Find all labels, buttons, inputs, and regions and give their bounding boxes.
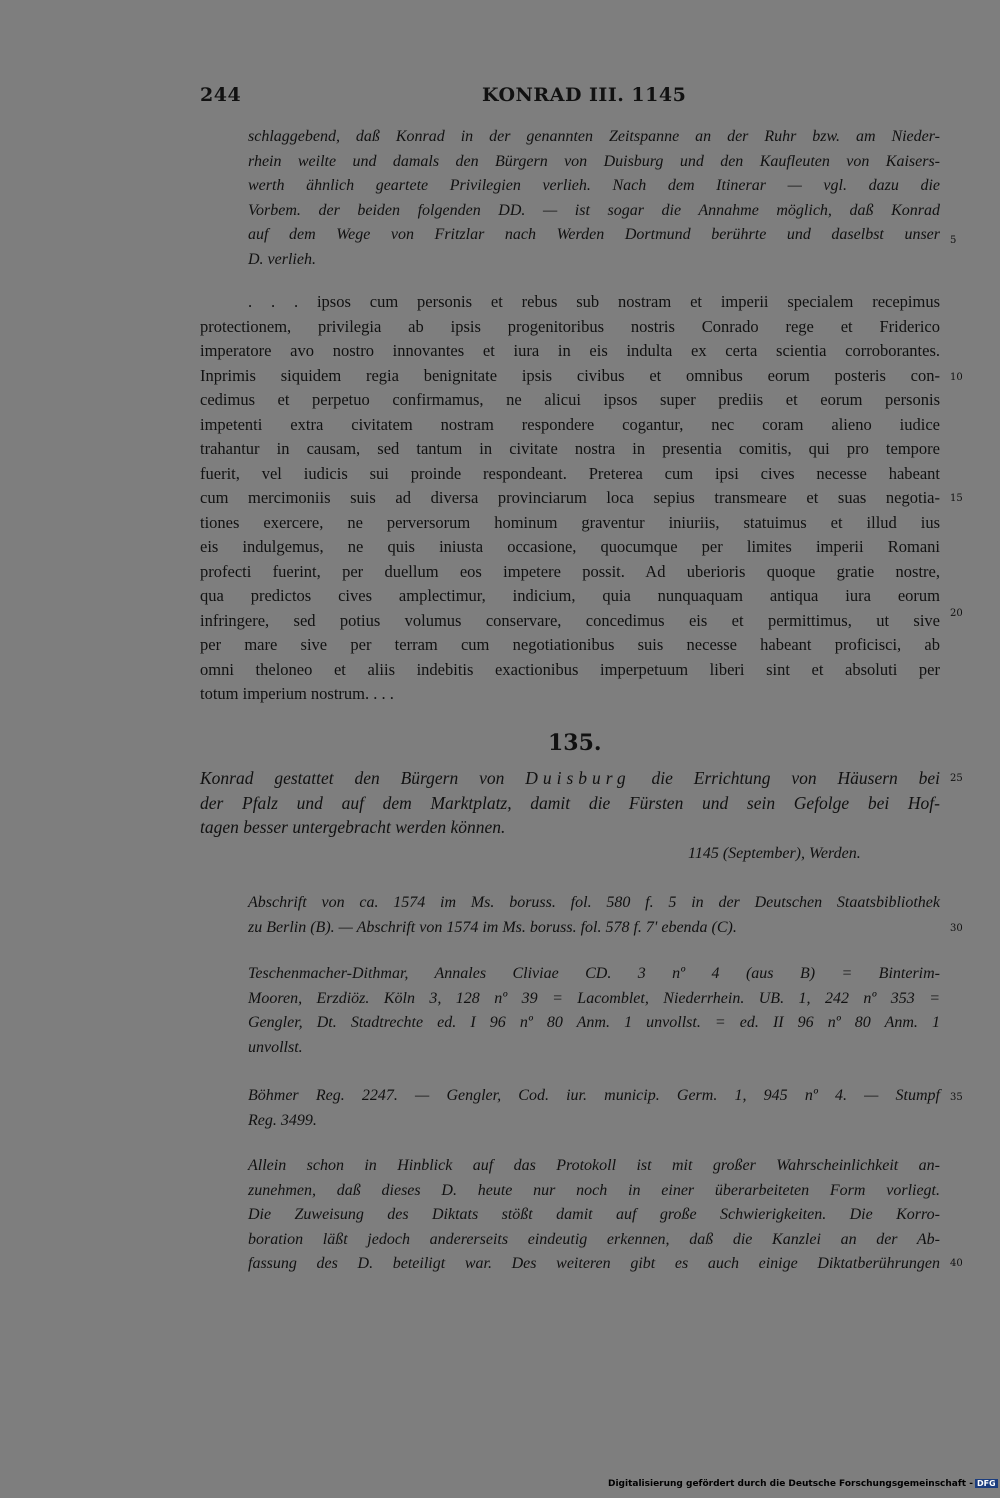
- running-title: KONRAD III. 1145: [482, 84, 687, 106]
- text-line: trahantur in causam, sed tantum in civitate nostra in presentia comitis, qui pro tempore: [200, 439, 940, 458]
- commentary: [248, 1154, 940, 1277]
- text-line: Böhmer Reg. 2247. — Gengler, Cod. iur. municip. Germ. 1, 945 nº 4. — Stumpf: [248, 1087, 940, 1104]
- regest-line: [200, 766, 940, 791]
- text-line: totum imperium nostrum. . . .: [200, 684, 394, 703]
- footer-text: Digitalisierung gefördert durch die Deutsche Forschungsgemeinschaft -: [608, 1479, 973, 1489]
- text-line: tiones exercere, ne perversorum hominum graventur iniuriis, statuimus et illud ius: [200, 512, 940, 532]
- dfg-logo: DFG: [976, 1479, 996, 1488]
- text-line: imperatore avo nostro innovantes et iura in eis indulta ex certa scientia corroborantes.: [200, 341, 940, 360]
- line-number: 20: [950, 608, 963, 619]
- line-number: 30: [950, 923, 963, 934]
- text-line: rhein weilte und damals den Bürgern von Duisburg und den Kaufleuten von Kaisers-: [248, 152, 940, 170]
- text-line: per mare sive per terram cum negotiationibus suis necesse habeant proficisci, ab: [200, 635, 940, 654]
- text-line: . . . ipsos cum personis et rebus sub nostram et imperii specialem recepimus: [248, 292, 940, 311]
- text-line: Allein schon in Hinblick auf das Protokoll ist mit großer Wahrscheinlichkeit an-: [248, 1157, 940, 1174]
- line-number: 25: [950, 773, 963, 784]
- line-number: 35: [950, 1092, 963, 1103]
- text-line: omni theloneo et aliis indebitis exactionibus imperpetuum liberi sint et absoluti per: [200, 659, 940, 679]
- text-line: schlaggebend, daß Konrad in der genannten Zeitspanne an der Ruhr bzw. am Nieder-: [248, 128, 940, 145]
- text-line: zu Berlin (B). — Abschrift von 1574 im Ms. boruss. fol. 578 f. 7' ebenda (C).: [248, 918, 737, 936]
- text-line: protectionem, privilegia ab ipsis progenitoribus nostris Conrado rege et Friderico: [200, 316, 940, 336]
- regest-line: tagen besser untergebracht werden können.: [200, 817, 506, 837]
- text-line: Die Zuweisung des Diktats stößt damit auf große Schwierigkeiten. Die Korro-: [248, 1206, 940, 1223]
- line-number: 40: [950, 1258, 963, 1269]
- text-line: unvollst.: [248, 1038, 303, 1056]
- registers: [248, 1084, 940, 1133]
- text-line: D. verlieh.: [248, 250, 316, 268]
- text-line: Gengler, Dt. Stadtrechte ed. I 96 nº 80 Anm. 1 unvollst. = ed. II 96 nº 80 Anm. 1: [248, 1014, 940, 1031]
- text-line: werth ähnlich geartete Privilegien verlieh. Nach dem Itinerar — vgl. dazu die: [248, 177, 940, 194]
- regest-text: die Errichtung von Häusern bei: [630, 768, 940, 788]
- text-line: fuerit, vel iudicis sui proinde respondeant. Preterea cum ipsi cives necesse habeant: [200, 463, 940, 483]
- text-line: boration läßt jedoch andererseits eindeutig erkennen, daß die Kanzlei an der Ab-: [248, 1230, 940, 1248]
- text-line: impetenti extra civitatem nostram respondere cogantur, nec coram alieno iudice: [200, 414, 940, 434]
- text-line: infringere, sed potius volumus conservare, concedimus eis et permittimus, ut sive: [200, 610, 940, 630]
- document-number: 135.: [548, 730, 602, 756]
- latin-text: [200, 290, 940, 707]
- text-line: Mooren, Erzdiöz. Köln 3, 128 nº 39 = Lacomblet, Niederrhein. UB. 1, 242 nº 353 =: [248, 989, 940, 1007]
- page-number: 244: [200, 84, 242, 106]
- regest-line: der Pfalz und auf dem Marktplatz, damit die Fürsten und sein Gefolge bei Hof-: [200, 792, 940, 813]
- transmission: [248, 891, 940, 940]
- text-line: qua predictos cives amplectimur, indicium, quia nunquaquam antiqua iura eorum: [200, 586, 940, 605]
- line-number: 5: [950, 235, 957, 246]
- line-number: 15: [950, 493, 963, 504]
- regest: [200, 766, 940, 840]
- text-line: Abschrift von ca. 1574 im Ms. boruss. fol. 580 f. 5 in der Deutschen Staatsbibliothek: [248, 894, 940, 911]
- text-line: Vorbem. der beiden folgenden DD. — ist sogar die Annahme möglich, daß Konrad: [248, 201, 940, 219]
- text-line: eis indulgemus, ne quis iniusta occasione, quocumque per limites imperii Romani: [200, 537, 940, 556]
- text-line: zunehmen, daß dieses D. heute nur noch in einer überarbeiteten Form vorliegt.: [248, 1181, 940, 1199]
- text-line: Inprimis siquidem regia benignitate ipsis civibus et omnibus eorum posteris con-: [200, 365, 940, 385]
- footer-credit: [608, 1479, 998, 1489]
- dating-line: 1145 (September), Werden.: [688, 845, 861, 862]
- text-line: profecti fuerint, per duellum eos impetere possit. Ad uberioris quoque gratie nostre,: [200, 561, 940, 581]
- regest-text: Konrad gestattet den Bürgern von: [200, 768, 526, 788]
- text-line: fassung des D. beteiligt war. Des weiteren gibt es auch einige Diktatberührungen: [248, 1255, 940, 1272]
- text-line: auf dem Wege von Fritzlar nach Werden Dortmund berührte und daselbst unser: [248, 226, 940, 243]
- place-name: Duisburg: [525, 768, 631, 788]
- line-number: 10: [950, 372, 963, 383]
- commentary-continued: [248, 125, 940, 272]
- text-line: cum mercimoniis suis ad diversa provinciarum loca sepius transmeare et suas negotia-: [200, 488, 940, 507]
- text-line: Teschenmacher-Dithmar, Annales Cliviae CD. 3 nº 4 (aus B) = Binterim-: [248, 965, 940, 982]
- text-line: cedimus et perpetuo confirmamus, ne alicui ipsos super prediis et eorum personis: [200, 390, 940, 409]
- editions: [248, 962, 940, 1060]
- text-line: Reg. 3499.: [248, 1111, 317, 1129]
